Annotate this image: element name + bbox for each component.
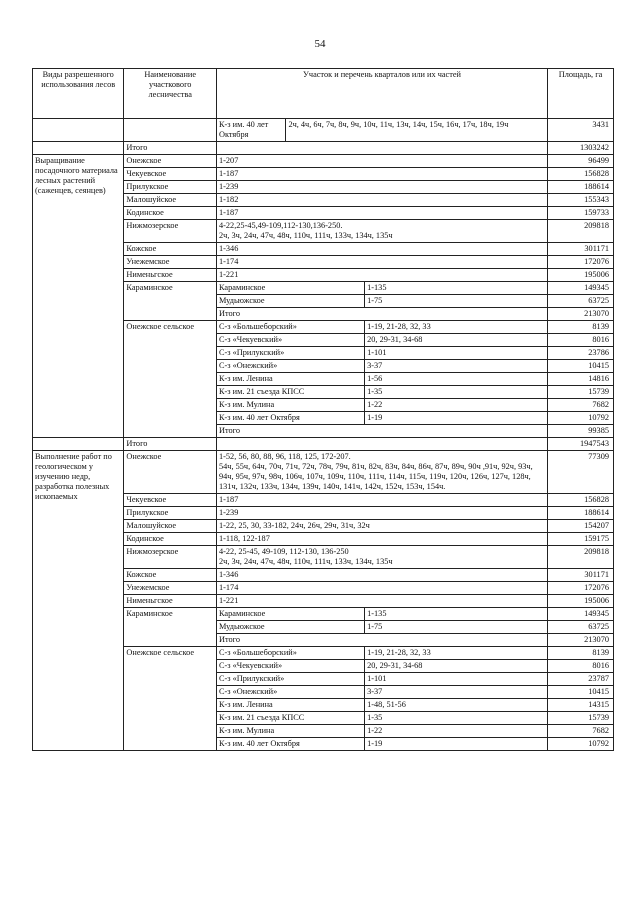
area-cell: 14315 bbox=[548, 699, 614, 712]
quarters-cell: 1-19, 21-28, 32, 33 bbox=[365, 647, 548, 660]
use-cell bbox=[33, 438, 124, 451]
header-use: Виды разрешенного использования лесов bbox=[33, 69, 124, 119]
area-cell: 155343 bbox=[548, 194, 614, 207]
area-cell: 188614 bbox=[548, 181, 614, 194]
header-area: Площадь, га bbox=[548, 69, 614, 119]
area-cell: 195006 bbox=[548, 269, 614, 282]
forestry-cell: Кожское bbox=[124, 569, 217, 582]
subforestry-cell: К-з им. 40 лет Октября bbox=[217, 119, 286, 142]
quarters-cell: 2ч, 4ч, 6ч, 7ч, 8ч, 9ч, 10ч, 11ч, 13ч, 14ч, 15ч, 16ч, 17ч, 18ч, 19ч bbox=[286, 119, 548, 142]
quarters-cell: 1-101 bbox=[365, 347, 548, 360]
subforestry-cell: Мудьюжское bbox=[217, 621, 365, 634]
area-cell: 301171 bbox=[548, 569, 614, 582]
area-cell: 8139 bbox=[548, 647, 614, 660]
forestry-cell: Онежское bbox=[124, 155, 217, 168]
quarters-cell: 1-346 bbox=[217, 569, 548, 582]
subforestry-cell: С-з «Онежский» bbox=[217, 686, 365, 699]
forestry-cell: Унежемское bbox=[124, 256, 217, 269]
area-cell: 15739 bbox=[548, 712, 614, 725]
forestry-cell: Кодинское bbox=[124, 533, 217, 546]
quarters-cell: 20, 29-31, 34-68 bbox=[365, 660, 548, 673]
subforestry-cell: С-з «Прилукский» bbox=[217, 673, 365, 686]
total-row bbox=[33, 142, 614, 155]
area-cell: 172076 bbox=[548, 256, 614, 269]
quarters-cell: 1-346 bbox=[217, 243, 548, 256]
total-label: Итого bbox=[124, 142, 217, 155]
area-cell: 23786 bbox=[548, 347, 614, 360]
forestry-cell: Малошуйское bbox=[124, 520, 217, 533]
area-cell: 7682 bbox=[548, 725, 614, 738]
quarters-cell: 1-187 bbox=[217, 168, 548, 181]
subforestry-cell: К-з им. 40 лет Октября bbox=[217, 738, 365, 751]
subforestry-cell: К-з им. Ленина bbox=[217, 699, 365, 712]
quarters-cell: 1-118, 122-187 bbox=[217, 533, 548, 546]
forestry-cell: Малошуйское bbox=[124, 194, 217, 207]
quarters-cell: 1-75 bbox=[365, 295, 548, 308]
table-body bbox=[33, 119, 614, 751]
subforestry-cell: К-з им. 21 съезда КПСС bbox=[217, 712, 365, 725]
use-cell: Выращивание посадочного материала лесных растений (саженцев, сеянцев) bbox=[33, 155, 124, 438]
subtotal-label: Итого bbox=[217, 308, 548, 321]
total-row bbox=[33, 438, 614, 451]
subforestry-cell: С-з «Прилукский» bbox=[217, 347, 365, 360]
subforestry-cell: С-з «Онежский» bbox=[217, 360, 365, 373]
total-label: Итого bbox=[124, 438, 217, 451]
forestry-cell: Онежское сельское bbox=[124, 321, 217, 438]
quarters-cell: 1-19, 21-28, 32, 33 bbox=[365, 321, 548, 334]
subforestry-cell: Мудьюжское bbox=[217, 295, 365, 308]
forestry-cell: Нижмозерское bbox=[124, 220, 217, 243]
area-cell: 159733 bbox=[548, 207, 614, 220]
area-cell: 156828 bbox=[548, 494, 614, 507]
quarters-cell: 4-22,25-45,49-109,112-130,136-250. 2ч, 3ч, 24ч, 47ч, 48ч, 110ч, 111ч, 133ч, 134ч, 135ч bbox=[217, 220, 548, 243]
area-cell: 3431 bbox=[548, 119, 614, 142]
subtotal-area: 213070 bbox=[548, 308, 614, 321]
forestry-cell: Караминское bbox=[124, 608, 217, 647]
header-forestry: Наименование участкового лесничества bbox=[124, 69, 217, 119]
quarters-cell: 1-135 bbox=[365, 608, 548, 621]
quarters-cell: 1-221 bbox=[217, 595, 548, 608]
forestry-cell: Онежское сельское bbox=[124, 647, 217, 751]
subforestry-cell: С-з «Чекуевский» bbox=[217, 334, 365, 347]
quarters-cell: 1-56 bbox=[365, 373, 548, 386]
quarters-cell: 1-22 bbox=[365, 725, 548, 738]
area-cell: 195006 bbox=[548, 595, 614, 608]
subforestry-cell: Караминское bbox=[217, 282, 365, 295]
quarters-cell: 4-22, 25-45, 49-109, 112-130, 136-250 2ч, 3ч, 24ч, 47ч, 48ч, 110ч, 111ч, 133ч, 134ч, 135ч bbox=[217, 546, 548, 569]
subforestry-cell: С-з «Большеборский» bbox=[217, 321, 365, 334]
quarters-cell: 1-101 bbox=[365, 673, 548, 686]
subtotal-label: Итого bbox=[217, 634, 548, 647]
header-quarters: Участок и перечень кварталов или их частей bbox=[217, 69, 548, 119]
area-cell: 14816 bbox=[548, 373, 614, 386]
quarters-cell: 1-221 bbox=[217, 269, 548, 282]
table-row bbox=[33, 119, 614, 142]
quarters-cell: 1-19 bbox=[365, 412, 548, 425]
forestry-cell: Кодинское bbox=[124, 207, 217, 220]
quarters-cell: 1-135 bbox=[365, 282, 548, 295]
quarters-cell: 3-37 bbox=[365, 360, 548, 373]
forestry-cell: Нименьгское bbox=[124, 269, 217, 282]
forestry-cell: Караминское bbox=[124, 282, 217, 321]
total-area: 1947543 bbox=[548, 438, 614, 451]
area-cell: 8016 bbox=[548, 660, 614, 673]
quarters-cell: 1-52, 56, 80, 88, 96, 118, 125, 172-207. 54ч, 55ч, 64ч, 70ч, 71ч, 72ч, 78ч, 79ч, 81ч, 82ч, 83ч, 84ч, 86ч, 87ч, 89ч, 90ч ,91ч, 92ч, 93ч, 94ч, 95ч, 97ч, 98ч, 106ч, 107ч, 109ч, 110ч, 111ч, 114ч, 115ч, 119ч, 120ч, 126ч, 127ч, 128ч, 131ч, 132ч, 133ч, 134ч, 139ч, 140ч, 141ч, 142ч, 152ч, 153ч, 154ч. bbox=[217, 451, 548, 494]
quarters-cell: 1-182 bbox=[217, 194, 548, 207]
page-number: 54 bbox=[314, 38, 326, 50]
subtotal-area: 213070 bbox=[548, 634, 614, 647]
area-cell: 149345 bbox=[548, 282, 614, 295]
quarters-cell: 1-22, 25, 30, 33-182, 24ч, 26ч, 29ч, 31ч, 32ч bbox=[217, 520, 548, 533]
area-cell: 23787 bbox=[548, 673, 614, 686]
forestry-cell: Чекуевское bbox=[124, 494, 217, 507]
subforestry-cell: К-з им. 21 съезда КПСС bbox=[217, 386, 365, 399]
forestry-cell: Нижмозерское bbox=[124, 546, 217, 569]
area-cell: 156828 bbox=[548, 168, 614, 181]
area-cell: 8016 bbox=[548, 334, 614, 347]
area-cell: 10415 bbox=[548, 686, 614, 699]
quarters-cell: 1-22 bbox=[365, 399, 548, 412]
subforestry-cell: Караминское bbox=[217, 608, 365, 621]
area-cell: 154207 bbox=[548, 520, 614, 533]
subforestry-cell: К-з им. Мулина bbox=[217, 725, 365, 738]
quarters-cell: 1-174 bbox=[217, 256, 548, 269]
subforestry-cell: К-з им. Мулина bbox=[217, 399, 365, 412]
area-cell: 172076 bbox=[548, 582, 614, 595]
subtotal-area: 99385 bbox=[548, 425, 614, 438]
quarters-cell: 1-19 bbox=[365, 738, 548, 751]
area-cell: 63725 bbox=[548, 295, 614, 308]
quarters-cell bbox=[217, 438, 548, 451]
area-cell: 63725 bbox=[548, 621, 614, 634]
area-cell: 209818 bbox=[548, 220, 614, 243]
quarters-cell: 20, 29-31, 34-68 bbox=[365, 334, 548, 347]
subforestry-cell: К-з им. 40 лет Октября bbox=[217, 412, 365, 425]
forest-use-table bbox=[32, 68, 614, 751]
use-cell: Выполнение работ по геологическом у изучению недр, разработка полезных ископаемых bbox=[33, 451, 124, 751]
quarters-cell: 1-174 bbox=[217, 582, 548, 595]
quarters-cell bbox=[217, 142, 548, 155]
quarters-cell: 1-187 bbox=[217, 494, 548, 507]
quarters-cell: 1-239 bbox=[217, 181, 548, 194]
area-cell: 159175 bbox=[548, 533, 614, 546]
area-cell: 77309 bbox=[548, 451, 614, 494]
subforestry-cell: С-з «Большеборский» bbox=[217, 647, 365, 660]
forestry-cell: Кожское bbox=[124, 243, 217, 256]
quarters-cell: 1-35 bbox=[365, 386, 548, 399]
table-row bbox=[33, 451, 614, 494]
quarters-cell: 1-75 bbox=[365, 621, 548, 634]
area-cell: 188614 bbox=[548, 507, 614, 520]
forestry-cell: Чекуевское bbox=[124, 168, 217, 181]
quarters-cell: 1-48, 51-56 bbox=[365, 699, 548, 712]
area-cell: 301171 bbox=[548, 243, 614, 256]
forestry-cell bbox=[124, 119, 217, 142]
area-cell: 15739 bbox=[548, 386, 614, 399]
area-cell: 96499 bbox=[548, 155, 614, 168]
area-cell: 10792 bbox=[548, 412, 614, 425]
subtotal-label: Итого bbox=[217, 425, 548, 438]
area-cell: 7682 bbox=[548, 399, 614, 412]
table-row bbox=[33, 155, 614, 168]
forestry-cell: Нименьгское bbox=[124, 595, 217, 608]
forestry-cell: Онежское bbox=[124, 451, 217, 494]
forestry-cell: Прилукское bbox=[124, 181, 217, 194]
subforestry-cell: К-з им. Ленина bbox=[217, 373, 365, 386]
quarters-cell: 3-37 bbox=[365, 686, 548, 699]
area-cell: 10792 bbox=[548, 738, 614, 751]
header-row bbox=[33, 69, 614, 119]
forestry-cell: Унежемское bbox=[124, 582, 217, 595]
area-cell: 149345 bbox=[548, 608, 614, 621]
subforestry-cell: С-з «Чекуевский» bbox=[217, 660, 365, 673]
quarters-cell: 1-207 bbox=[217, 155, 548, 168]
use-cell bbox=[33, 142, 124, 155]
quarters-cell: 1-187 bbox=[217, 207, 548, 220]
use-cell bbox=[33, 119, 124, 142]
quarters-cell: 1-35 bbox=[365, 712, 548, 725]
area-cell: 209818 bbox=[548, 546, 614, 569]
forestry-cell: Прилукское bbox=[124, 507, 217, 520]
area-cell: 8139 bbox=[548, 321, 614, 334]
quarters-cell: 1-239 bbox=[217, 507, 548, 520]
total-area: 1303242 bbox=[548, 142, 614, 155]
area-cell: 10415 bbox=[548, 360, 614, 373]
